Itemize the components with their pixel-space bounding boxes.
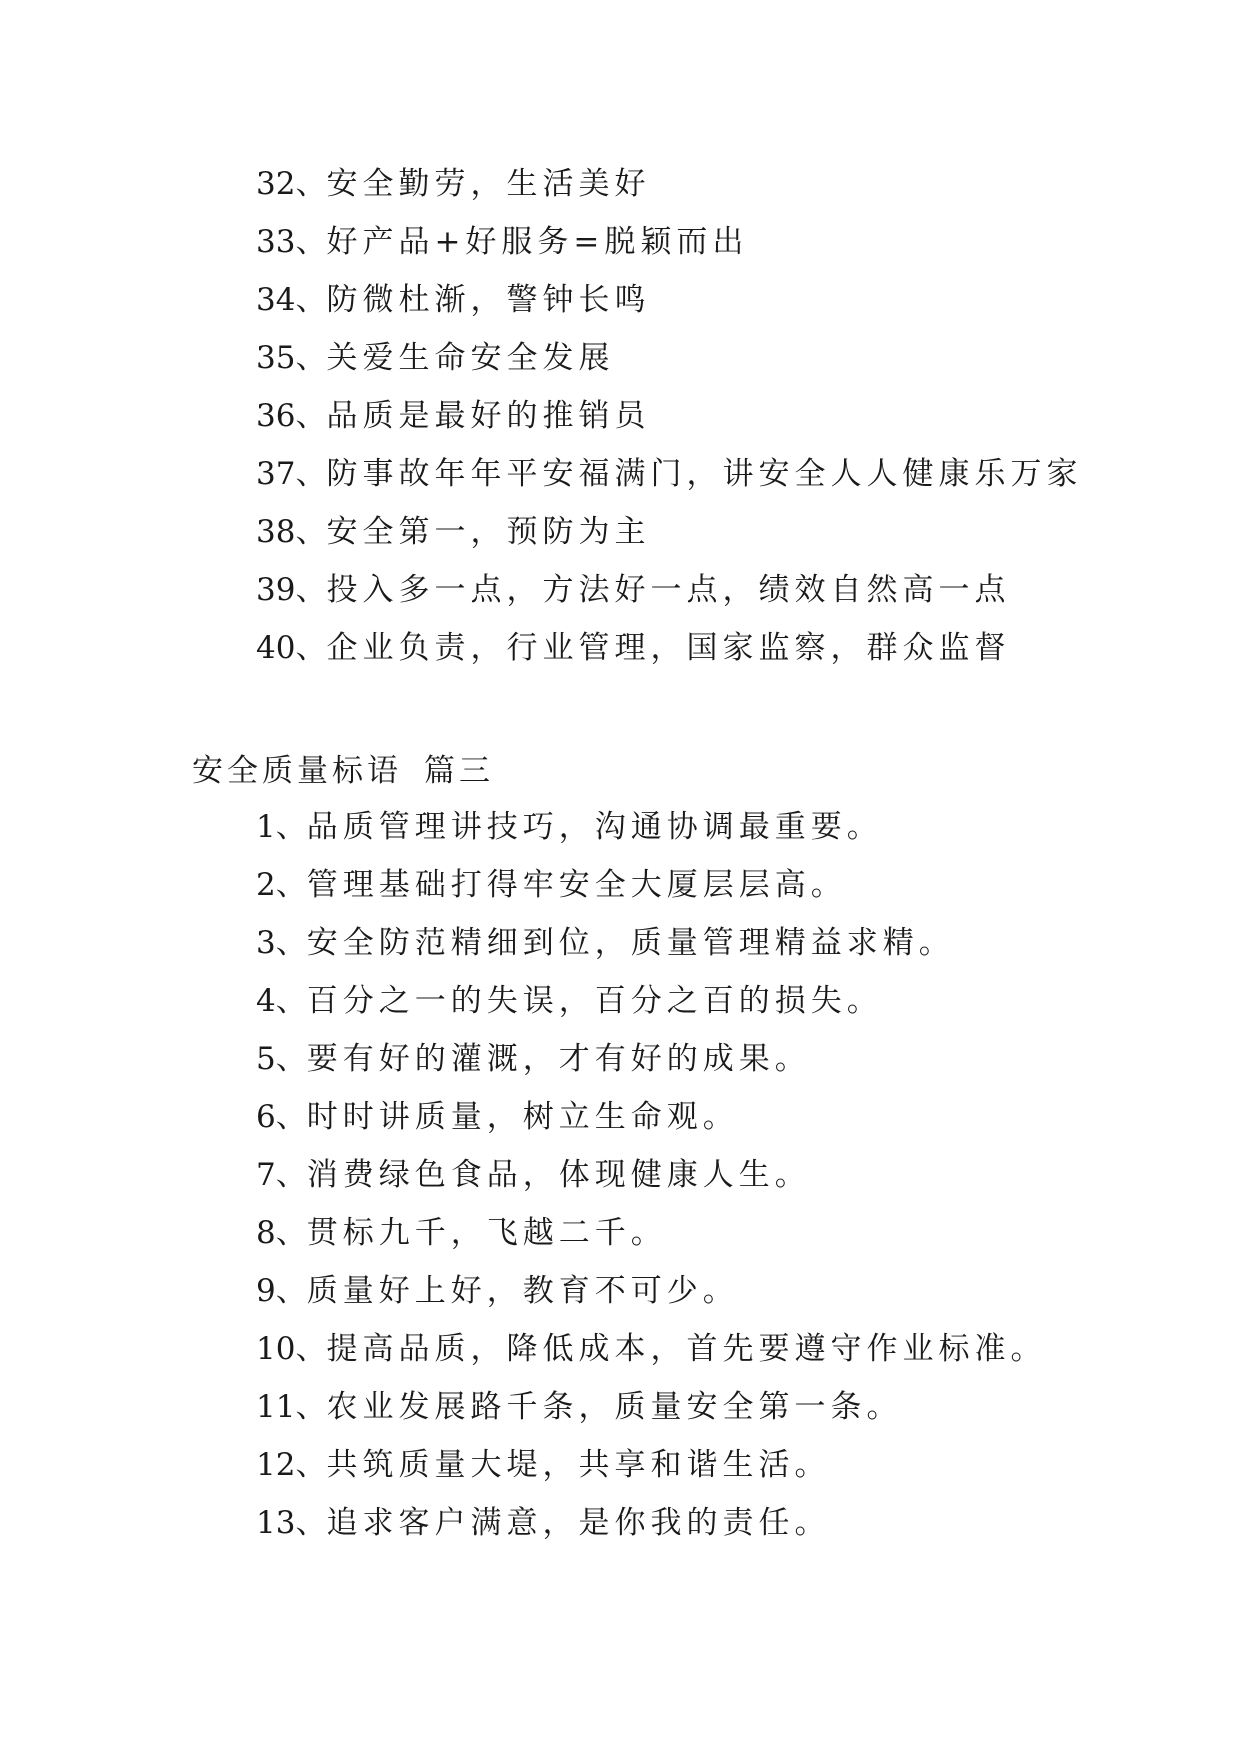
list-item xyxy=(0,1262,1241,1320)
item-number: 11、 xyxy=(256,1389,327,1425)
item-number: 13、 xyxy=(256,1505,327,1541)
item-text: 企业负责，行业管理，国家监察，群众监督 xyxy=(326,630,1011,666)
list-item xyxy=(0,798,1241,856)
list-item xyxy=(0,1088,1241,1146)
item-text: 安全勤劳，生活美好 xyxy=(326,166,651,202)
item-number: 32、 xyxy=(256,166,327,202)
list-item xyxy=(0,213,1241,271)
item-number: 35、 xyxy=(256,340,327,376)
item-text: 追求客户满意，是你我的责任。 xyxy=(326,1505,831,1541)
list-item xyxy=(0,1494,1241,1552)
item-number: 36、 xyxy=(256,398,327,434)
item-text: 质量好上好，教育不可少。 xyxy=(306,1273,739,1309)
slogan-list-continued xyxy=(0,155,1241,677)
item-text: 关爱生命安全发展 xyxy=(326,340,615,376)
item-number: 39、 xyxy=(256,572,327,608)
item-text: 时时讲质量，树立生命观。 xyxy=(306,1099,739,1135)
list-item xyxy=(0,972,1241,1030)
item-text: 投入多一点，方法好一点，绩效自然高一点 xyxy=(326,572,1011,608)
item-text: 消费绿色食品，体现健康人生。 xyxy=(306,1157,811,1193)
list-item xyxy=(0,1320,1241,1378)
item-text: 安全防范精细到位，质量管理精益求精。 xyxy=(306,925,955,961)
list-item xyxy=(0,503,1241,561)
section-subtitle: 篇三 xyxy=(424,753,494,789)
item-number: 10、 xyxy=(256,1331,327,1367)
item-number: 3、 xyxy=(256,925,307,961)
section-heading xyxy=(192,742,494,800)
list-item xyxy=(0,1204,1241,1262)
item-number: 1、 xyxy=(256,809,307,845)
item-number: 7、 xyxy=(256,1157,307,1193)
item-number: 5、 xyxy=(256,1041,307,1077)
list-item xyxy=(0,1030,1241,1088)
list-item xyxy=(0,155,1241,213)
item-text: 要有好的灌溉，才有好的成果。 xyxy=(306,1041,811,1077)
item-text: 好产品+好服务=脱颖而出 xyxy=(326,224,749,260)
item-text: 贯标九千，飞越二千。 xyxy=(306,1215,667,1251)
list-item xyxy=(0,856,1241,914)
item-number: 12、 xyxy=(256,1447,327,1483)
list-item xyxy=(0,1378,1241,1436)
item-text: 提高品质，降低成本，首先要遵守作业标准。 xyxy=(326,1331,1047,1367)
item-number: 38、 xyxy=(256,514,327,550)
item-text: 百分之一的失误，百分之百的损失。 xyxy=(306,983,883,1019)
list-item xyxy=(0,387,1241,445)
list-item xyxy=(0,1146,1241,1204)
item-number: 6、 xyxy=(256,1099,307,1135)
slogan-list-part-three xyxy=(0,798,1241,1552)
item-text: 共筑质量大堤，共享和谐生活。 xyxy=(326,1447,831,1483)
item-number: 33、 xyxy=(256,224,327,260)
item-text: 管理基础打得牢安全大厦层层高。 xyxy=(306,867,847,903)
list-item xyxy=(0,445,1241,503)
list-item xyxy=(0,914,1241,972)
section-title: 安全质量标语 xyxy=(192,753,402,789)
list-item xyxy=(0,271,1241,329)
item-number: 2、 xyxy=(256,867,307,903)
list-item xyxy=(0,329,1241,387)
item-text: 安全第一，预防为主 xyxy=(326,514,651,550)
item-text: 农业发展路千条，质量安全第一条。 xyxy=(326,1389,903,1425)
item-number: 40、 xyxy=(256,630,327,666)
list-item xyxy=(0,1436,1241,1494)
item-text: 防微杜渐，警钟长鸣 xyxy=(326,282,651,318)
item-text: 品质是最好的推销员 xyxy=(326,398,651,434)
item-text: 品质管理讲技巧，沟通协调最重要。 xyxy=(306,809,883,845)
list-item xyxy=(0,619,1241,677)
item-number: 37、 xyxy=(256,456,327,492)
item-number: 9、 xyxy=(256,1273,307,1309)
item-number: 4、 xyxy=(256,983,307,1019)
list-item xyxy=(0,561,1241,619)
item-number: 34、 xyxy=(256,282,327,318)
item-number: 8、 xyxy=(256,1215,307,1251)
item-text: 防事故年年平安福满门，讲安全人人健康乐万家 xyxy=(326,456,1083,492)
